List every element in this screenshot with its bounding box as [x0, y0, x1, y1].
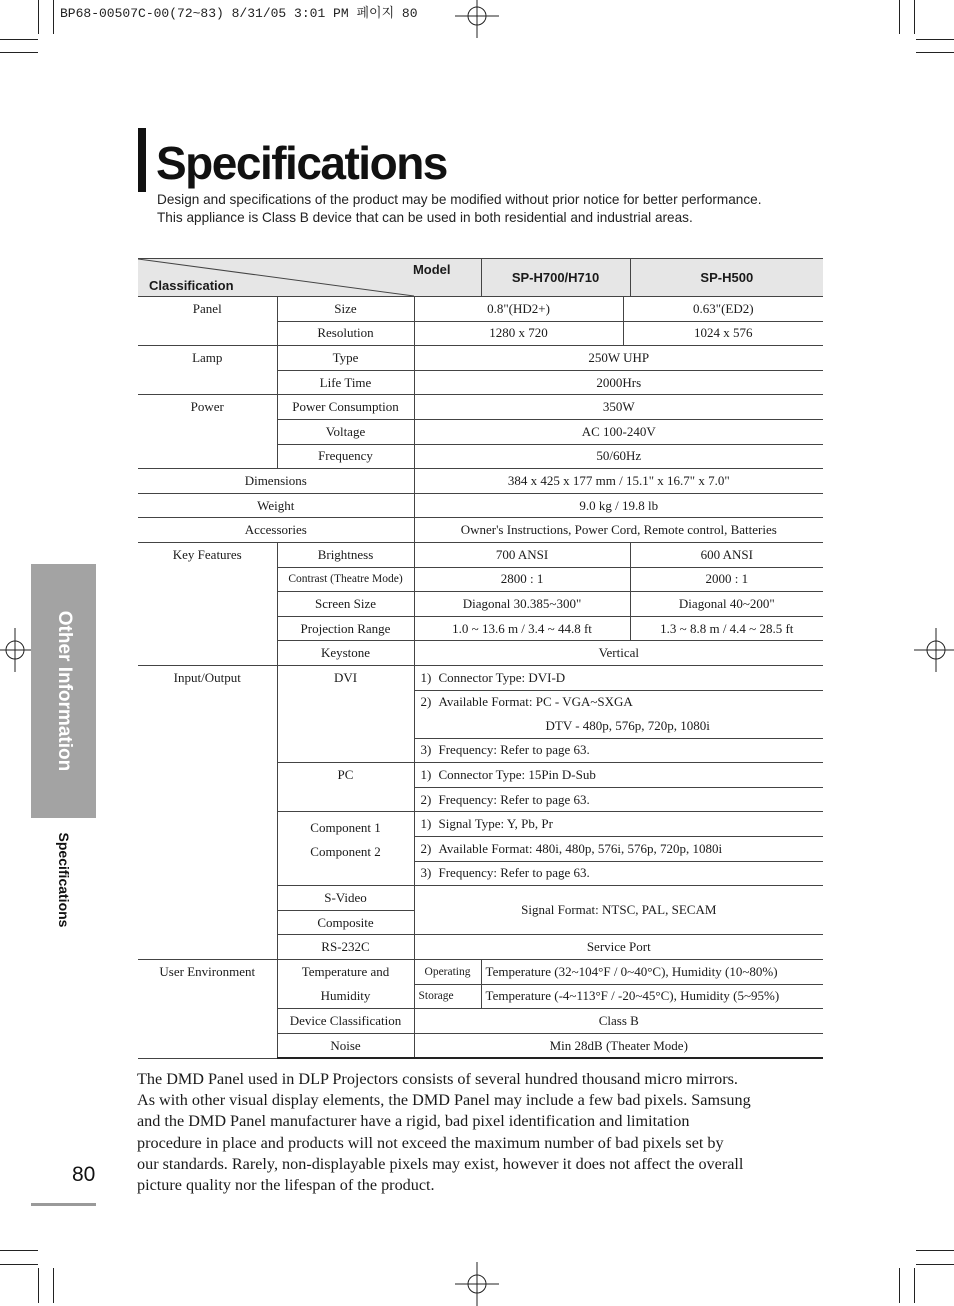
note-line: our standards. Rarely, non-displayable pixels may exist, however it does not affect the overall [137, 1154, 744, 1173]
cell-value: Min 28dB (Theater Mode) [414, 1033, 823, 1058]
crop-mark [53, 0, 54, 34]
table-row [138, 493, 823, 518]
list-item [414, 837, 823, 862]
crop-mark [914, 1268, 915, 1303]
list-item [414, 812, 823, 837]
list-marker: 1) [420, 767, 432, 783]
cell-value: Temperature (32~104°F / 0~40°C), Humidity (10~80%) [481, 960, 823, 985]
cell-value: Owner's Instructions, Power Cord, Remote control, Batteries [414, 518, 823, 543]
crop-mark [899, 1268, 900, 1303]
list-marker: 2) [420, 840, 432, 856]
crop-mark [916, 39, 954, 40]
crop-mark [53, 1268, 54, 1303]
cell-value: 2000 : 1 [630, 567, 823, 592]
row-label-line: Component 2 [310, 844, 381, 860]
cell-value: Class B [414, 1009, 823, 1034]
table-row [138, 665, 823, 690]
intro-line: Design and specifications of the product may be modified without prior notice for better performance. [157, 192, 762, 207]
cell-value: 384 x 425 x 177 mm / 15.1" x 16.7" x 7.0" [414, 469, 823, 494]
crop-mark [38, 0, 39, 34]
row-label: Composite [277, 910, 414, 935]
row-label: S-Video [277, 886, 414, 911]
row-label: Voltage [277, 419, 414, 444]
table-row [138, 395, 823, 420]
intro-line: This appliance is Class B device that can be used in both residential and industrial areas. [157, 210, 693, 225]
cell-value: 1024 x 576 [623, 321, 823, 346]
cell-value: 1.0 ~ 13.6 m / 3.4 ~ 44.8 ft [414, 616, 630, 641]
condition-label: Operating [414, 960, 481, 985]
header-col-sp-h500: SP-H500 [630, 259, 823, 297]
cell-value: 600 ANSI [630, 542, 823, 567]
note-line: picture quality nor the lifespan of the product. [137, 1176, 435, 1195]
cell-value: Diagonal 30.385~300" [414, 592, 630, 617]
row-label: Weight [138, 493, 414, 518]
crop-mark [0, 39, 38, 40]
row-label: Life Time [277, 370, 414, 395]
list-item [414, 665, 823, 690]
crop-mark [916, 1250, 954, 1251]
table-row [138, 518, 823, 543]
note-line: The DMD Panel used in DLP Projectors consists of several hundred thousand micro mirrors. [137, 1070, 738, 1088]
header-diagonal-cell [138, 259, 481, 297]
spec-table [138, 258, 823, 1059]
intro-text [157, 191, 761, 227]
side-tab-label: Other Information [53, 610, 75, 772]
list-text: Available Format: 480i, 480p, 576i, 576p, 720p, 1080i [438, 840, 723, 856]
cell-value: Service Port [414, 935, 823, 960]
cell-value: AC 100-240V [414, 419, 823, 444]
list-marker: 1) [420, 816, 432, 832]
row-label: Screen Size [277, 592, 414, 617]
list-text: Connector Type: DVI-D [438, 669, 566, 685]
row-label: Accessories [138, 518, 414, 543]
list-item [414, 787, 823, 812]
group-label: Lamp [138, 346, 277, 395]
group-label: Panel [138, 297, 277, 346]
row-label: Contrast (Theatre Mode) [277, 567, 414, 592]
list-item [414, 861, 823, 886]
cell-value: 1.3 ~ 8.8 m / 4.4 ~ 28.5 ft [630, 616, 823, 641]
cell-value: 700 ANSI [414, 542, 630, 567]
header-col-sp-h700: SP-H700/H710 [481, 259, 630, 297]
crop-mark [914, 0, 915, 34]
crop-mark [899, 0, 900, 34]
table-row [138, 542, 823, 567]
note-line: As with other visual display elements, the DMD Panel may include a few bad pixels. Samsung [137, 1091, 751, 1110]
crop-mark [916, 1264, 954, 1265]
row-label: Brightness [277, 542, 414, 567]
cell-value: Vertical [414, 641, 823, 666]
table-row [138, 297, 823, 322]
list-marker: 2) [420, 694, 432, 710]
list-item [414, 763, 823, 788]
cell-value: 50/60Hz [414, 444, 823, 469]
list-marker: 3) [420, 865, 432, 881]
row-label: Humidity [277, 984, 414, 1009]
page-number: 80 [72, 1163, 96, 1186]
cell-value: Signal Format: NTSC, PAL, SECAM [414, 886, 823, 935]
dmd-note [137, 1069, 827, 1196]
row-label: Frequency [277, 444, 414, 469]
row-label: Device Classification [277, 1009, 414, 1034]
cell-value: 250W UHP [414, 346, 823, 371]
row-label: Noise [277, 1033, 414, 1058]
cell-value: 0.63"(ED2) [623, 297, 823, 322]
group-label: Input/Output [138, 665, 277, 959]
list-item [414, 690, 823, 714]
header-model-label: Model [412, 262, 451, 277]
list-text: Available Format: PC - VGA~SXGA [438, 694, 633, 710]
table-row [138, 960, 823, 985]
row-label [277, 812, 414, 886]
row-label: Resolution [277, 321, 414, 346]
crop-mark [38, 1268, 39, 1303]
row-label: PC [277, 763, 414, 812]
list-text: Connector Type: 15Pin D-Sub [438, 767, 596, 783]
cell-value: 2000Hrs [414, 370, 823, 395]
list-marker: 2) [420, 791, 432, 807]
list-text: Frequency: Refer to page 63. [438, 865, 590, 881]
row-label: RS-232C [277, 935, 414, 960]
list-item [414, 738, 823, 763]
list-text: Signal Type: Y, Pb, Pr [438, 816, 553, 832]
group-label: Key Features [138, 542, 277, 665]
page-title: Specifications [156, 137, 447, 189]
cell-value: 1280 x 720 [414, 321, 623, 346]
row-label: Temperature and [277, 960, 414, 985]
table-row [138, 469, 823, 494]
registration-mark-icon [455, 0, 499, 38]
row-label-line: Component 1 [310, 820, 381, 836]
row-label: Power Consumption [277, 395, 414, 420]
row-label: Size [277, 297, 414, 322]
list-marker: 3) [420, 742, 432, 758]
page-number-rule [31, 1203, 96, 1206]
list-text: Frequency: Refer to page 63. [438, 791, 590, 807]
group-label: User Environment [138, 960, 277, 1059]
cell-value: 2800 : 1 [414, 567, 630, 592]
note-line: and the DMD Panel manufacturer have a rigid, bad pixel identification and limitation [137, 1112, 690, 1131]
cell-value: 350W [414, 395, 823, 420]
row-label: Type [277, 346, 414, 371]
title-accent-bar [138, 128, 146, 192]
row-label: Projection Range [277, 616, 414, 641]
side-section-label: Specifications [56, 832, 72, 928]
list-item: DTV - 480p, 576p, 720p, 1080i [414, 714, 823, 738]
print-slug: BP68-00507C-00(72~83) 8/31/05 3:01 PM 페이지 80 [60, 6, 418, 21]
crop-mark [0, 52, 38, 53]
crop-mark [0, 1264, 38, 1265]
cell-value: 9.0 kg / 19.8 lb [414, 493, 823, 518]
table-row [138, 346, 823, 371]
cell-value: 0.8"(HD2+) [414, 297, 623, 322]
registration-mark-icon [455, 1262, 499, 1306]
crop-mark [0, 1250, 38, 1251]
row-label: DVI [277, 665, 414, 762]
group-label: Power [138, 395, 277, 469]
table-header-row [138, 259, 823, 297]
crop-mark [916, 52, 954, 53]
header-classification-label: Classification [149, 278, 234, 293]
note-line: procedure in place and products will not exceed the maximum number of bad pixels set by [137, 1133, 724, 1152]
list-text: Frequency: Refer to page 63. [438, 742, 590, 758]
cell-value: Diagonal 40~200" [630, 592, 823, 617]
row-label: Dimensions [138, 469, 414, 494]
row-label: Keystone [277, 641, 414, 666]
condition-label: Storage [414, 984, 481, 1009]
registration-mark-icon [914, 628, 954, 672]
list-marker: 1) [420, 669, 432, 685]
cell-value: Temperature (-4~113°F / -20~45°C), Humidity (5~95%) [481, 984, 823, 1009]
side-tab [31, 564, 96, 818]
